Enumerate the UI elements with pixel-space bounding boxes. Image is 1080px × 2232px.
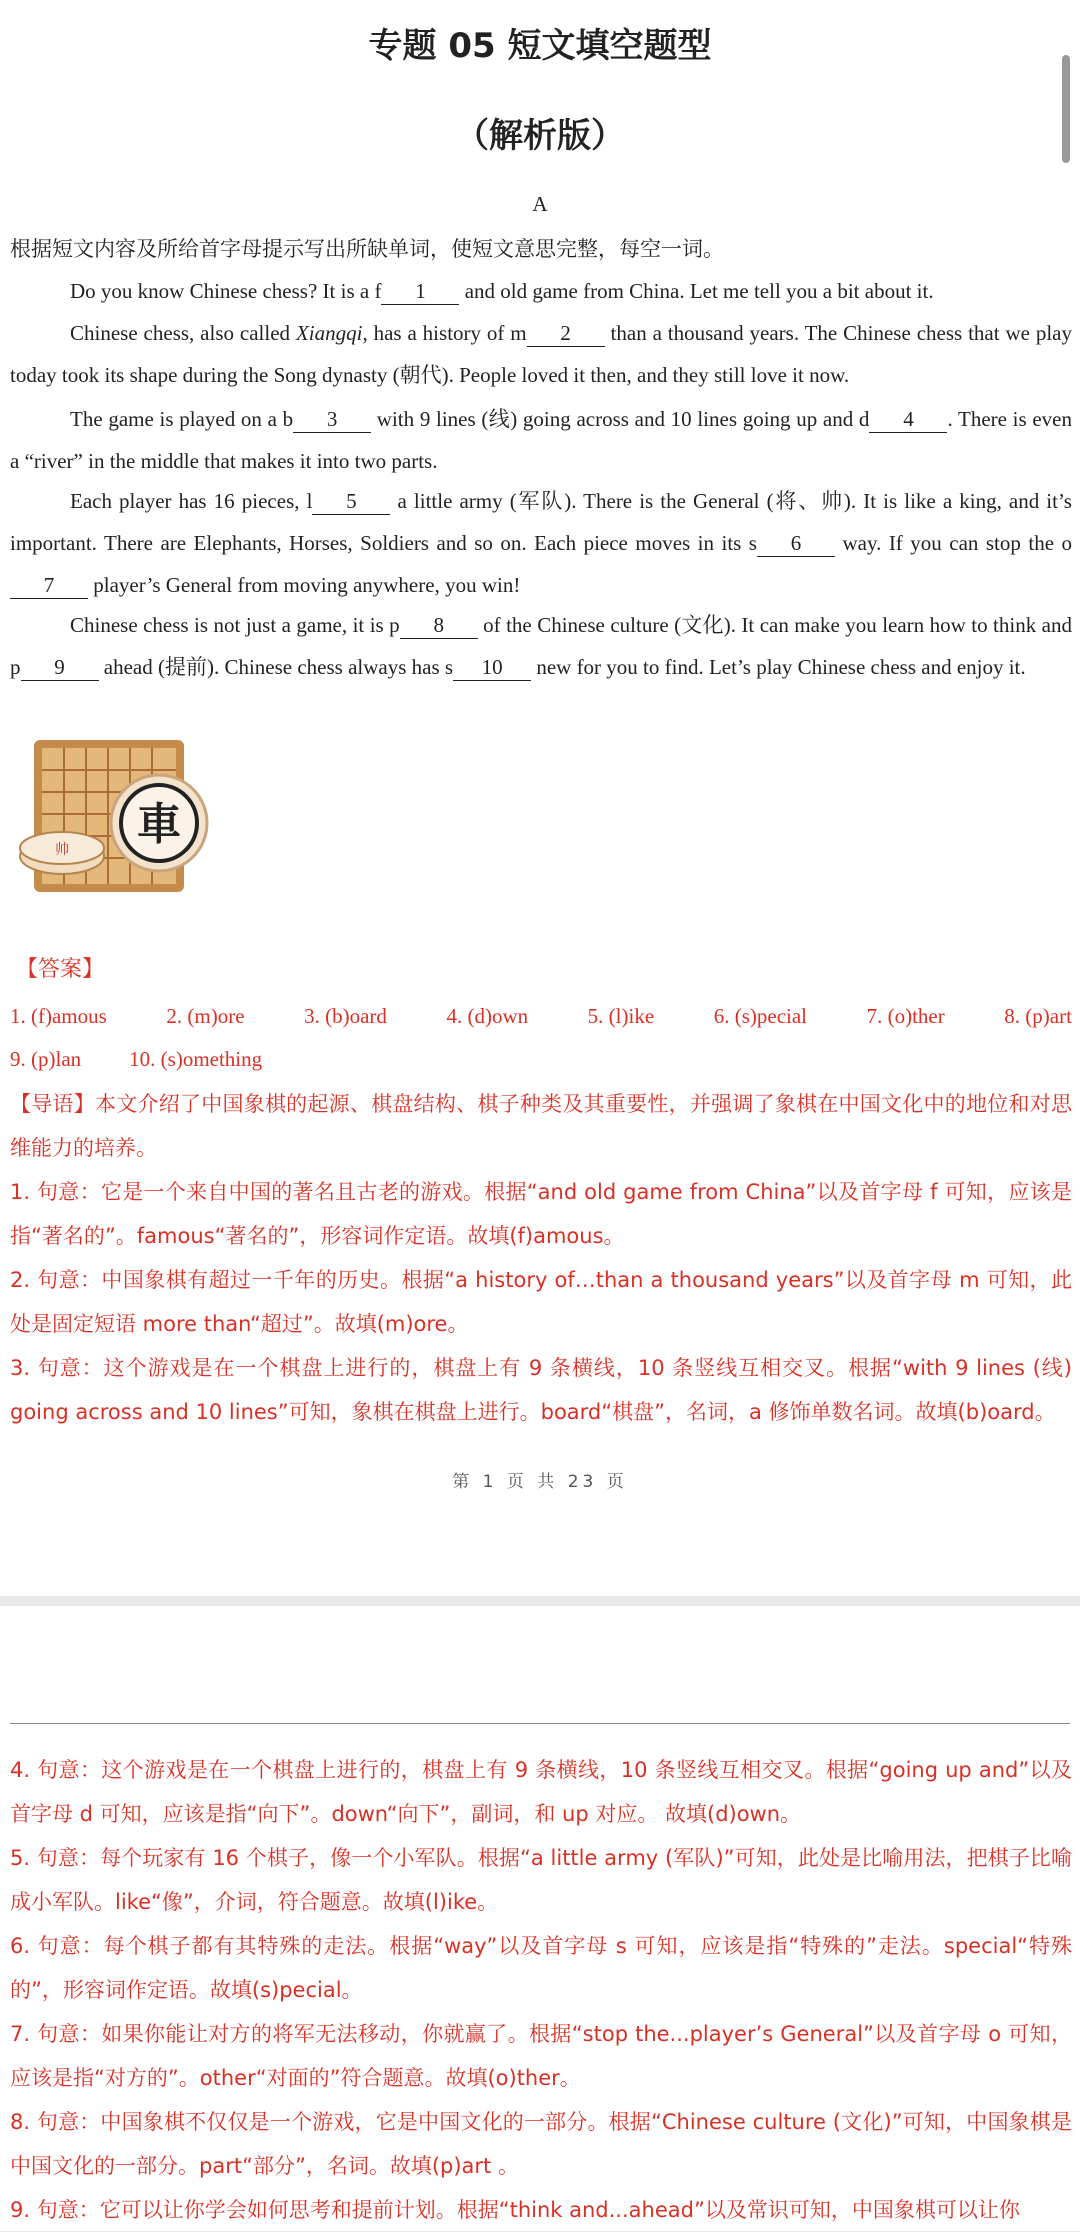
blank-1: 1	[381, 278, 459, 305]
blank-3: 3	[293, 406, 371, 433]
passage-text: Chinese chess is not just a game, it is p	[70, 613, 400, 637]
section-letter: A	[532, 192, 548, 216]
blank-6: 6	[757, 530, 835, 557]
vertical-scrollbar[interactable]	[1062, 55, 1070, 163]
answer-item: 5. (l)ike	[587, 1004, 655, 1028]
passage-text: new for you to find. Let’s play Chinese chess and enjoy it.	[531, 655, 1026, 679]
passage-text: . There is even a “river” in the middle that makes it into two parts.	[10, 407, 1072, 473]
passage-paragraph-5	[10, 604, 1072, 688]
chess-piece-char: 車	[137, 799, 181, 850]
explanation-intro: 【导语】本文介绍了中国象棋的起源、棋盘结构、棋子种类及其重要性，并强调了象棋在中国文化中的地位和对思维能力的培养。	[10, 1092, 1072, 1160]
instruction-text: 根据短文内容及所给首字母提示写出所缺单词，使短文意思完整，每空一词。	[10, 237, 724, 261]
explanation-item: 4. 句意：这个游戏是在一个棋盘上进行的，棋盘上有 9 条横线，10 条竖线互相交叉。根据“going up and”以及首字母 d 可知，应该是指“向下”。down“向下”，副词，和 up 对应。 故填(d)own。	[10, 1758, 1072, 1826]
answer-row-2	[10, 1038, 1072, 1080]
explanation-item: 5. 句意：每个玩家有 16 个棋子，像一个小军队。根据“a little army (军队)”可知，此处是比喻用法，把棋子比喻成小军队。like“像”，介词，符合题意。故填(l)ike。	[10, 1846, 1072, 1914]
explanation-item: 2. 句意：中国象棋有超过一千年的历史。根据“a history of…than a thousand years”以及首字母 m 可知，此处是固定短语 more than“超过”。故填(m)ore。	[10, 1268, 1072, 1336]
blank-2: 2	[527, 320, 605, 347]
passage-italic: Xiangqi	[295, 321, 363, 345]
passage-text: The game is played on a b	[70, 407, 294, 431]
explanation-item: 7. 句意：如果你能让对方的将军无法移动，你就赢了。根据“stop the...player’s General”以及首字母 o 可知，应该是指“对方的”。other“对面的”符合题意。故填(o)ther。	[10, 2022, 1072, 2090]
blank-5: 5	[312, 488, 390, 515]
blank-10: 10	[453, 654, 531, 681]
page-subtitle: （解析版）	[455, 116, 625, 156]
passage-paragraph-4	[10, 480, 1072, 606]
blank-7: 7	[10, 572, 88, 599]
svg-text:帅: 帅	[55, 842, 69, 858]
answer-item: 9. (p)lan	[10, 1047, 82, 1071]
passage-text: of the Chinese culture (文化). It can make you learn how to think and p	[10, 613, 1073, 679]
passage-text: Each player has 16 pieces, l	[70, 489, 313, 513]
document-page-2	[0, 1606, 1080, 2231]
passage-text: ahead (提前). Chinese chess always has s	[98, 655, 454, 679]
blank-4: 4	[869, 406, 947, 433]
answer-item: 4. (d)own	[446, 1004, 529, 1028]
answer-item: 7. (o)ther	[866, 1004, 945, 1028]
answer-item: 3. (b)oard	[304, 1004, 387, 1028]
passage-text: than a thousand years. The Chinese chess that we play today took its shape during the Song dynasty (朝代). People loved it then, and they still love it now.	[10, 321, 1072, 387]
chinese-chess-illustration	[14, 738, 224, 898]
passage-text: player’s General from moving anywhere, you win!	[88, 573, 521, 597]
answer-item: 1. (f)amous	[10, 1004, 107, 1028]
passage-text: way. If you can stop the o	[834, 531, 1072, 555]
blank-8: 8	[400, 612, 478, 639]
answer-item: 8. (p)art	[1004, 1004, 1072, 1028]
answer-item: 2. (m)ore	[166, 1004, 245, 1028]
passage-text: a little army (军队). There is the General (将、帅). It is like a king, and it’s important. There are Elephants, Horses, Soldiers and so on. Each piece moves in its s	[10, 489, 1072, 555]
passage-text: Do you know Chinese chess? It is a f	[70, 279, 382, 303]
passage-paragraph-3	[10, 398, 1072, 482]
blank-9: 9	[21, 654, 99, 681]
passage-paragraph-2	[10, 312, 1072, 396]
answer-heading: 【答案】	[16, 957, 105, 982]
answer-item: 6. (s)pecial	[713, 1004, 808, 1028]
answer-item: 10. (s)omething	[129, 1047, 263, 1071]
passage-paragraph-1	[10, 270, 1072, 312]
explanation-item: 8. 句意：中国象棋不仅仅是一个游戏，它是中国文化的一部分。根据“Chinese culture (文化)”可知，中国象棋是中国文化的一部分。part“部分”，名词。故填(p)art 。	[10, 2110, 1072, 2178]
explanation-item: 9. 句意：它可以让你学会如何思考和提前计划。根据“think and...ahead”以及常识可知，中国象棋可以让你	[10, 2198, 1020, 2222]
answer-row-1	[10, 995, 1072, 1037]
explanation-item: 3. 句意：这个游戏是在一个棋盘上进行的，棋盘上有 9 条横线，10 条竖线互相交叉。根据“with 9 lines (线) going across and 10 lines”可知，象棋在棋盘上进行。board“棋盘”，名词，a 修饰单数名词。故填(b)oard。	[10, 1356, 1072, 1424]
chinese-chess-board-icon	[14, 738, 224, 898]
explanation-item: 6. 句意：每个棋子都有其特殊的走法。根据“way”以及首字母 s 可知，应该是指“特殊的”走法。special“特殊的”，形容词作定语。故填(s)pecial。	[10, 1934, 1072, 2002]
passage-text: with 9 lines (线) going across and 10 lines going up and d	[371, 407, 870, 431]
header-divider	[10, 1723, 1070, 1724]
passage-text: Chinese chess, also called	[70, 321, 296, 345]
page-footer: 第 1 页 共 23 页	[452, 1472, 628, 1492]
page-title: 专题 05 短文填空题型	[368, 26, 712, 66]
passage-text: , has a history of m	[362, 321, 527, 345]
explanation-item: 1. 句意：它是一个来自中国的著名且古老的游戏。根据“and old game from China”以及首字母 f 可知，应该是指“著名的”。famous“著名的”，形容词作定语。故填(f)amous。	[10, 1180, 1072, 1248]
passage-text: and old game from China. Let me tell you a bit about it.	[459, 279, 934, 303]
